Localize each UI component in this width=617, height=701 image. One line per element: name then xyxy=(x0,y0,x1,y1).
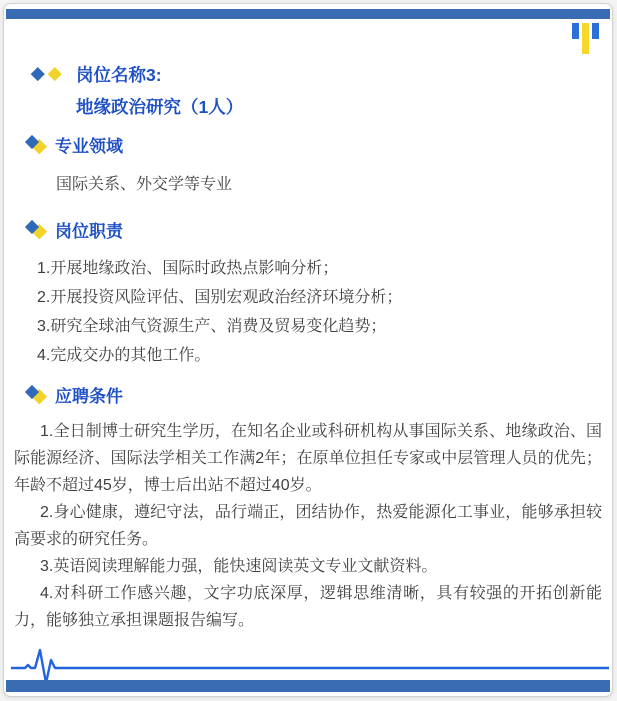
duties-list xyxy=(14,254,602,370)
section-label-major: 专业领域 xyxy=(55,136,123,156)
card-content xyxy=(4,59,612,634)
section-heading-requirements xyxy=(14,382,602,406)
section-heading-duties xyxy=(14,217,602,241)
diamond-blue-icon xyxy=(31,67,44,80)
ribbon-bar-right xyxy=(592,23,599,39)
duty-item: 1.开展地缘政治、国际时政热点影响分析； xyxy=(37,260,339,277)
ribbon-bar-center xyxy=(582,23,589,54)
job-title-block xyxy=(14,59,602,123)
duty-item: 4.完成交办的其他工作。 xyxy=(37,347,211,364)
job-title-text xyxy=(76,59,243,123)
overlap-diamond-icon xyxy=(26,135,47,153)
requirement-paragraph: 4.对科研工作感兴趣，文字功底深厚，逻辑思维清晰，具有较强的开拓创新能力，能够独立承担课题报告编写。 xyxy=(14,585,602,629)
ribbon-bars-icon xyxy=(572,23,599,54)
requirement-paragraph: 3.英语阅读理解能力强，能快速阅读英文专业文献资料。 xyxy=(40,558,438,575)
job-title-line2: 地缘政治研究（1人） xyxy=(76,97,244,117)
bottom-accent-bar xyxy=(6,680,610,692)
overlap-diamond-icon xyxy=(26,385,47,403)
section-label-duties: 岗位职责 xyxy=(55,221,123,241)
diamond-yellow-icon xyxy=(48,67,61,80)
job-posting-card xyxy=(3,3,613,697)
twin-diamond-icon xyxy=(33,69,63,79)
ribbon-bar-left xyxy=(572,23,579,39)
section-heading-major xyxy=(14,132,602,156)
job-title-line1: 岗位名称3: xyxy=(76,65,162,85)
section-label-requirements: 应聘条件 xyxy=(55,386,123,406)
requirement-paragraph: 1.全日制博士研究生学历，在知名企业或科研机构从事国际关系、地缘政治、国际能源经济、国际法学相关工作满2年；在原单位担任专家或中层管理人员的优先；年龄不超过45岁，博士后出站不超过40岁。 xyxy=(14,423,602,494)
requirements-block xyxy=(14,418,602,634)
duty-item: 3.研究全球油气资源生产、消费及贸易变化趋势； xyxy=(37,318,387,335)
requirement-paragraph: 2.身心健康，遵纪守法，品行端正，团结协作，热爱能源化工事业，能够承担较高要求的研究任务。 xyxy=(14,504,602,548)
duty-item: 2.开展投资风险评估、国别宏观政治经济环境分析； xyxy=(37,289,403,306)
top-accent-bar xyxy=(6,9,610,19)
overlap-diamond-icon xyxy=(26,220,47,238)
major-body-text: 国际关系、外交学等专业 xyxy=(56,176,233,193)
